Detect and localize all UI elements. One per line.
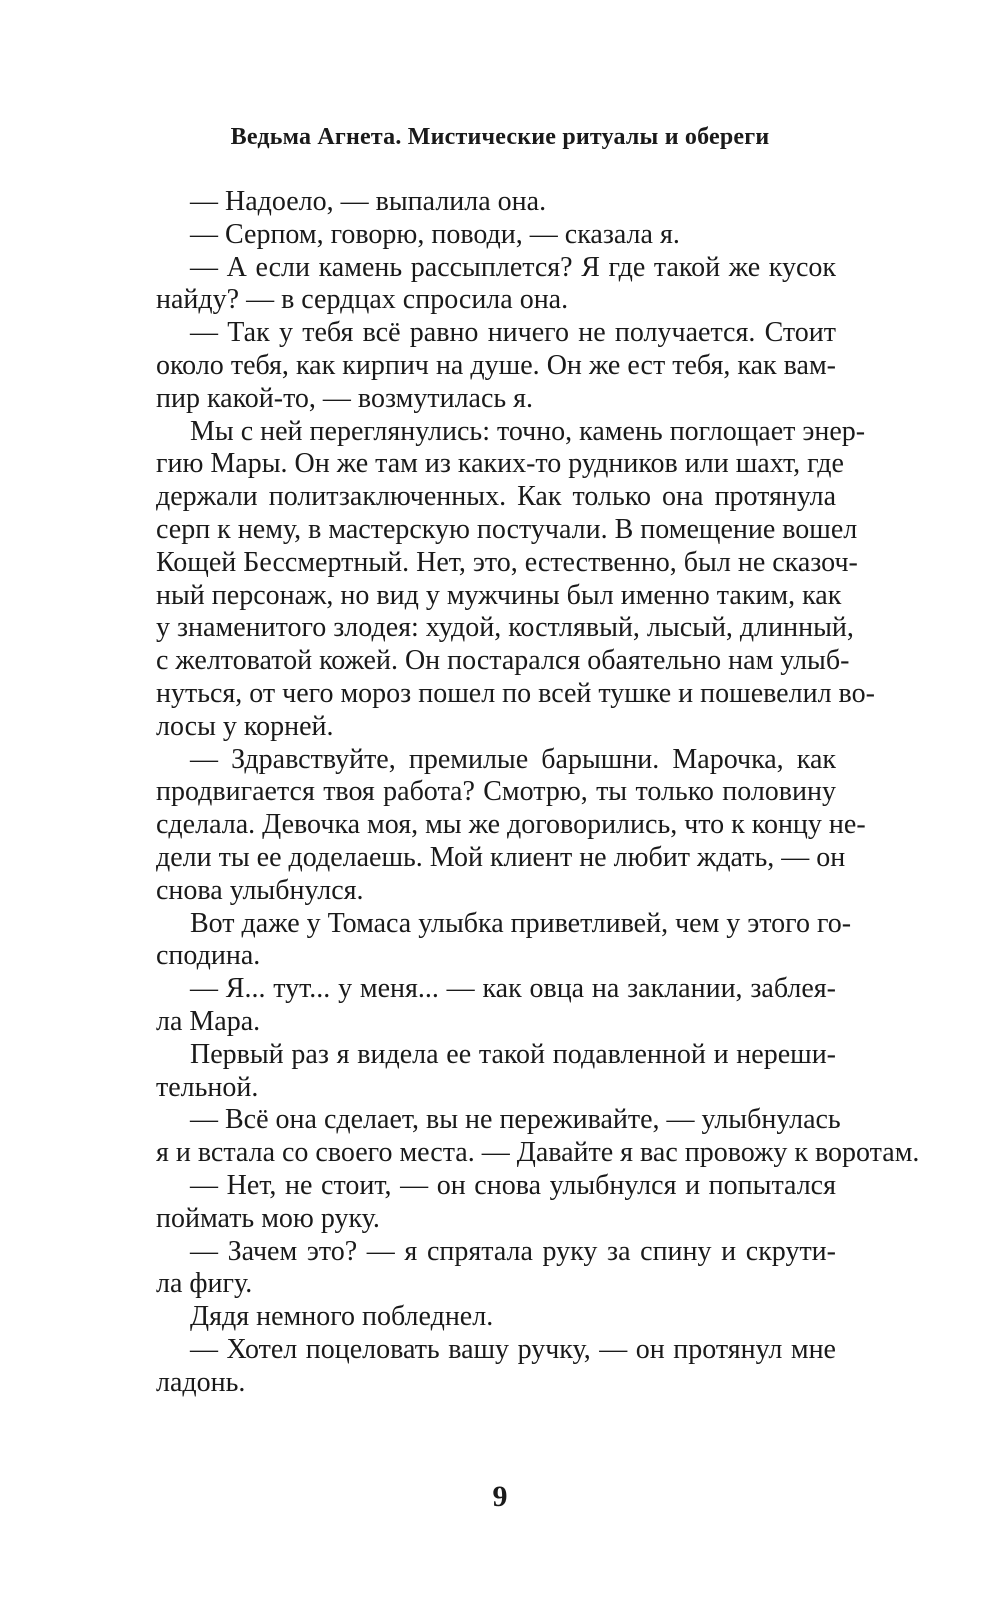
text-line: продвигается твоя работа? Смотрю, ты только половину	[156, 776, 836, 808]
text-line: сподина.	[156, 940, 261, 972]
text-line: Вот даже у Томаса улыбка приветливей, чем у этого го-	[190, 907, 852, 939]
text-line: Мы с ней переглянулись: точно, камень поглощает энер-	[190, 415, 866, 447]
running-header: Ведьма Агнета. Мистические ритуалы и обереги	[230, 124, 770, 150]
text-line: — Хотел поцеловать вашу ручку, — он протянул мне	[190, 1333, 836, 1365]
text-line: ла фигу.	[156, 1268, 253, 1300]
text-line: ла Мара.	[156, 1005, 261, 1037]
text-line: Кощей Бессмертный. Нет, это, естественно, был не сказоч-	[156, 546, 858, 578]
text-line: лосы у корней.	[156, 710, 334, 742]
text-line: около тебя, как кирпич на душе. Он же ест тебя, как вам-	[156, 349, 836, 381]
text-line: — Я... тут... у меня... — как овца на заклании, заблея-	[190, 973, 836, 1005]
text-line: — Так у тебя всё равно ничего не получается. Стоит	[190, 317, 836, 349]
text-line: — Всё она сделает, вы не переживайте, — улыбнулась	[190, 1104, 841, 1136]
text-line: — Зачем это? — я спрятала руку за спину и скрути-	[190, 1235, 836, 1267]
text-line: серп к нему, в мастерскую постучали. В помещение вошел	[156, 513, 858, 545]
text-line: пир какой-то, — возмутилась я.	[156, 382, 534, 414]
text-line: нуться, от чего мороз пошел по всей тушке и пошевелил во-	[156, 677, 875, 709]
text-line: — Надоело, — выпалила она.	[190, 186, 547, 217]
text-line: ладонь.	[156, 1366, 246, 1398]
text-line: поймать мою руку.	[156, 1202, 380, 1234]
text-line: — Нет, не стоит, — он снова улыбнулся и попытался	[190, 1169, 836, 1201]
text-line: с желтоватой кожей. Он постарался обаятельно нам улыб-	[156, 645, 850, 677]
text-line: найду? — в сердцах спросила она.	[156, 284, 569, 316]
text-line: я и встала со своего места. — Давайте я вас провожу к воротам.	[156, 1137, 920, 1169]
text-line: — Серпом, говорю, поводи, — сказала я.	[190, 218, 680, 250]
text-line: ный персонаж, но вид у мужчины был именно таким, как	[156, 579, 842, 611]
text-line: — Здравствуйте, премилые барышни. Марочка, как	[190, 743, 836, 775]
body-text	[156, 186, 920, 1399]
text-line: сделала. Девочка моя, мы же договорились, что к концу не-	[156, 809, 866, 841]
text-line: дели ты ее доделаешь. Мой клиент не любит ждать, — он	[156, 841, 846, 873]
page-number: 9	[492, 1480, 508, 1513]
text-line: Первый раз я видела ее такой подавленной и нереши-	[190, 1038, 836, 1070]
text-line: держали политзаключенных. Как только она протянула	[156, 481, 836, 513]
text-line: тельной.	[156, 1071, 259, 1103]
text-line: гию Мары. Он же там из каких-то рудников или шахт, где	[156, 448, 844, 480]
text-line: Дядя немного побледнел.	[190, 1301, 494, 1333]
text-line: — А если камень рассыплется? Я где такой же кусок	[190, 251, 836, 283]
text-line: у знаменитого злодея: худой, костлявый, лысый, длинный,	[156, 612, 854, 644]
text-line: снова улыбнулся.	[156, 874, 364, 906]
